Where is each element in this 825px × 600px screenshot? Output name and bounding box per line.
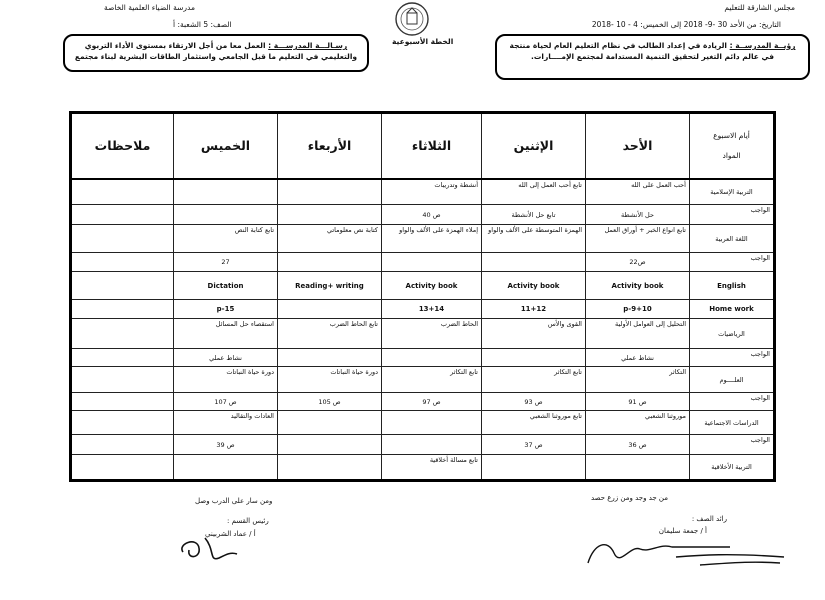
leader-title: رائد الصف : (691, 515, 727, 523)
lesson-cell: الهمزة المتوسطة على الألف والواو (482, 225, 586, 253)
day-thursday: الخميس (174, 113, 278, 179)
homework-label: الواجب (690, 205, 775, 225)
homework-label: الواجب (690, 349, 775, 367)
leader-signature (580, 533, 790, 573)
lesson-cell (71, 319, 174, 349)
homework-label: الواجب (690, 253, 775, 272)
lesson-cell: Dictation (174, 272, 278, 300)
table-header-row (71, 113, 775, 179)
table-row (71, 272, 775, 300)
homework-cell: 11+12 (482, 300, 586, 319)
homework-cell: p-15 (174, 300, 278, 319)
plan-title: الخطة الأسبوعية (392, 37, 454, 46)
head-signature (175, 530, 245, 570)
lesson-cell: تابع انواع الخبر + أوراق العمل (586, 225, 690, 253)
lesson-cell: تابع التكاثر (382, 367, 482, 393)
lesson-cell: أحب العمل على الله (586, 179, 690, 205)
lesson-cell: Activity book (586, 272, 690, 300)
homework-label: الواجب (690, 393, 775, 411)
homework-cell (482, 349, 586, 367)
table-row (71, 411, 775, 435)
homework-cell: حل الأنشطة (586, 205, 690, 225)
lesson-cell: موروثنا الشعبي (586, 411, 690, 435)
homework-cell (382, 253, 482, 272)
table-row (71, 393, 775, 411)
homework-cell (174, 205, 278, 225)
table-row (71, 253, 775, 272)
lesson-cell: Activity book (382, 272, 482, 300)
lesson-cell: تابع أحب العمل إلى الله (482, 179, 586, 205)
homework-cell (71, 349, 174, 367)
lesson-cell: إملاء الهمزة على الألف والواو (382, 225, 482, 253)
table-row (71, 367, 775, 393)
notes-header: ملاحظات (71, 113, 174, 179)
lesson-cell (71, 272, 174, 300)
homework-cell (71, 393, 174, 411)
lesson-cell (278, 455, 382, 481)
lesson-cell (278, 411, 382, 435)
vision-box (495, 34, 810, 80)
table-row (71, 225, 775, 253)
lesson-cell: الحاط الضرب (382, 319, 482, 349)
leader-name: أ / جمعة سليمان (658, 527, 707, 535)
lesson-cell (71, 179, 174, 205)
vision-title: رؤيــة المدرســة : (729, 41, 796, 50)
mission-text: العمل معا من أجل الارتقاء بمستوى الأداء التربوي والتعليمي في التعليم ما قبل الجامعي واستثمار الطاقات البشرية لبناء مجتمع (74, 41, 358, 61)
table-row (71, 205, 775, 225)
lesson-cell: تابع موروثنا الشعبي (482, 411, 586, 435)
lesson-cell: دورة حياة النباتات (278, 367, 382, 393)
subject-cell: الرياضيات (690, 319, 775, 349)
vision-text: الريادة في إعداد الطالب في نظام التعليم العام لحياة منتجة في عالم دائم التغير لتحقيق التنمية المستدامة لمجتمع الإمــــارات. (509, 41, 774, 61)
lesson-cell (71, 225, 174, 253)
homework-cell (71, 435, 174, 455)
subject-cell: اللغة العربية (690, 225, 775, 253)
homework-cell (71, 205, 174, 225)
subject-cell: العلــــوم (690, 367, 775, 393)
homework-cell: 13+14 (382, 300, 482, 319)
homework-cell (278, 435, 382, 455)
mission-box (63, 34, 369, 72)
school-name: مدرسة الضياء العلمية الخاصة (104, 3, 195, 12)
table-row (71, 179, 775, 205)
homework-cell: ص 93 (482, 393, 586, 411)
school-logo (394, 1, 430, 37)
homework-cell: 27 (174, 253, 278, 272)
lesson-cell: تابع التكاثر (482, 367, 586, 393)
lesson-cell: استقصاء حل المسائل (174, 319, 278, 349)
homework-cell: ص 107 (174, 393, 278, 411)
grade-line: الصف: 5 الشعبة: أ (173, 20, 232, 29)
lesson-cell: Reading+ writing (278, 272, 382, 300)
homework-cell: ص 40 (382, 205, 482, 225)
lesson-cell (482, 455, 586, 481)
lesson-cell (174, 179, 278, 205)
corner-cell (690, 113, 775, 179)
lesson-cell: العادات والتقاليد (174, 411, 278, 435)
lesson-cell (71, 455, 174, 481)
homework-cell: نشاط عملي (174, 349, 278, 367)
homework-cell: نشاط عملي (586, 349, 690, 367)
lesson-cell: تابع الحاط الضرب (278, 319, 382, 349)
lesson-cell: التكاثر (586, 367, 690, 393)
subject-cell: التربية الإسلامية (690, 179, 775, 205)
date-line: التاريخ: من الأحد 30 -9- 2018 إلى الخميس: 4 - 10 -2018 (591, 20, 781, 29)
table-row (71, 455, 775, 480)
lesson-cell (278, 179, 382, 205)
homework-cell: ص 91 (586, 393, 690, 411)
lesson-cell (71, 411, 174, 435)
lesson-cell (174, 455, 278, 481)
homework-label: Home work (690, 300, 775, 319)
table-row (71, 435, 775, 455)
proverb-left: ومن سار على الدرب وصل (195, 497, 273, 505)
lesson-cell: كتابة نص معلوماتي (278, 225, 382, 253)
lesson-cell (71, 367, 174, 393)
table-row (71, 349, 775, 367)
homework-cell: ص 37 (482, 435, 586, 455)
lesson-cell (382, 411, 482, 435)
table-row (71, 300, 775, 319)
homework-label: الواجب (690, 435, 775, 455)
subject-cell: English (690, 272, 775, 300)
head-name: أ / عماد الشربيني (205, 530, 256, 538)
day-monday: الإثنين (482, 113, 586, 179)
table-row (71, 319, 775, 349)
head-title: رئيس القسم : (227, 517, 269, 525)
lesson-cell: تابع كتابة النص (174, 225, 278, 253)
homework-cell (278, 253, 382, 272)
council-name: مجلس الشارقة للتعليم (724, 3, 795, 12)
day-sunday: الأحد (586, 113, 690, 179)
subject-cell: التربية الأخلاقية (690, 455, 775, 481)
lesson-cell (586, 455, 690, 481)
subject-cell: الدراسات الاجتماعية (690, 411, 775, 435)
homework-cell: p-9+10 (586, 300, 690, 319)
homework-cell: ص 97 (382, 393, 482, 411)
lesson-cell: التحليل إلى العوامل الأولية (586, 319, 690, 349)
mission-title: رسـالـــة المدرســـة : (268, 41, 348, 50)
subjects-label: المواد (722, 150, 741, 160)
lesson-cell: دورة حياة النباتات (174, 367, 278, 393)
proverb-right: من جد وجد ومن زرع حصد (590, 494, 668, 502)
homework-cell (482, 253, 586, 272)
homework-cell (382, 435, 482, 455)
days-label: أيام الاسبوع (713, 130, 750, 140)
weekly-schedule-table (69, 111, 776, 482)
homework-cell: ص 39 (174, 435, 278, 455)
homework-cell (278, 349, 382, 367)
homework-cell: ص22 (586, 253, 690, 272)
homework-cell: تابع حل الأنشطة (482, 205, 586, 225)
homework-cell: ص 36 (586, 435, 690, 455)
homework-cell (71, 253, 174, 272)
logo-emblem-icon (394, 1, 430, 37)
lesson-cell: تابع مسالة أخلاقية (382, 455, 482, 481)
day-tuesday: الثلاثاء (382, 113, 482, 179)
homework-cell (278, 205, 382, 225)
lesson-cell: أنشطة وتدريبات (382, 179, 482, 205)
lesson-cell: القوى والأس (482, 319, 586, 349)
lesson-cell: Activity book (482, 272, 586, 300)
day-wednesday: الأربعاء (278, 113, 382, 179)
homework-cell: ص 105 (278, 393, 382, 411)
homework-cell (71, 300, 174, 319)
homework-cell (382, 349, 482, 367)
homework-cell (278, 300, 382, 319)
